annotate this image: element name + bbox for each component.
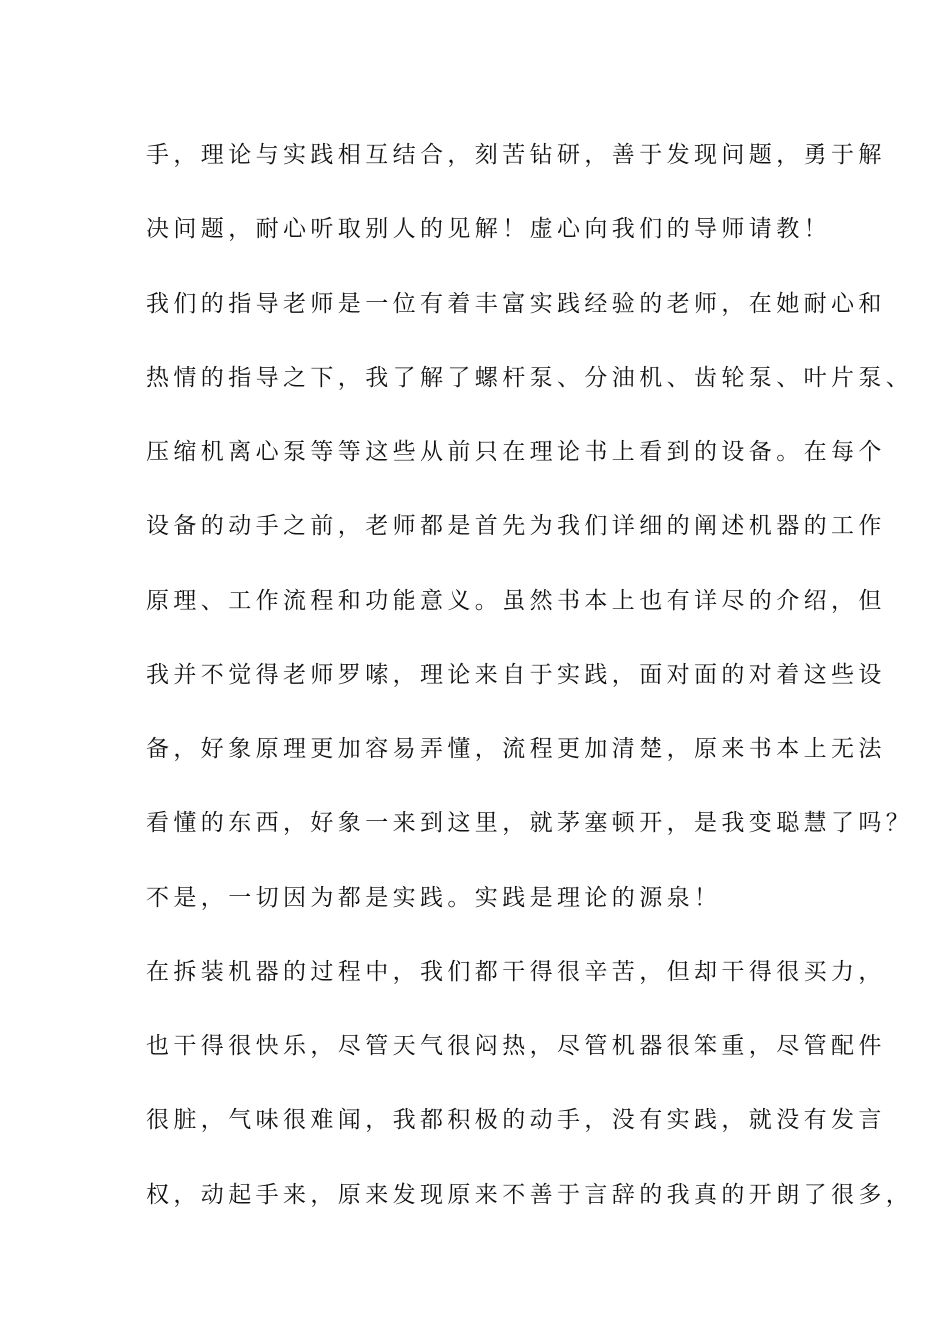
text-line-13: 也干得很快乐，尽管天气很闷热，尽管机器很笨重，尽管配件 — [146, 1033, 886, 1059]
text-line-5: 压缩机离心泵等等这些从前只在理论书上看到的设备。在每个 — [146, 439, 886, 465]
text-line-10: 看懂的东西，好象一来到这里，就茅塞顿开，是我变聪慧了吗？ — [146, 810, 914, 836]
text-line-6: 设备的动手之前，老师都是首先为我们详细的阐述机器的工作 — [146, 513, 886, 539]
text-line-8: 我并不觉得老师罗嗦，理论来自于实践，面对面的对着这些设 — [146, 662, 886, 688]
text-line-9: 备，好象原理更加容易弄懂，流程更加清楚，原来书本上无法 — [146, 736, 886, 762]
text-line-14: 很脏，气味很难闻，我都积极的动手，没有实践，就没有发言 — [146, 1107, 886, 1133]
text-line-12: 在拆装机器的过程中，我们都干得很辛苦，但却干得很买力， — [146, 959, 886, 985]
text-line-15: 权，动起手来，原来发现原来不善于言辞的我真的开朗了很多， — [146, 1182, 914, 1208]
text-line-4: 热情的指导之下，我了解了螺杆泵、分油机、齿轮泵、叶片泵、 — [146, 365, 914, 391]
text-line-11: 不是，一切因为都是实践。实践是理论的源泉！ — [146, 885, 722, 911]
text-line-7: 原理、工作流程和功能意义。虽然书本上也有详尽的介绍，但 — [146, 588, 886, 614]
text-line-2: 决问题，耐心听取别人的见解！虚心向我们的导师请教！ — [146, 216, 831, 242]
text-line-1: 手，理论与实践相互结合，刻苦钻研，善于发现问题，勇于解 — [146, 142, 886, 168]
text-line-3: 我们的指导老师是一位有着丰富实践经验的老师，在她耐心和 — [146, 291, 886, 317]
